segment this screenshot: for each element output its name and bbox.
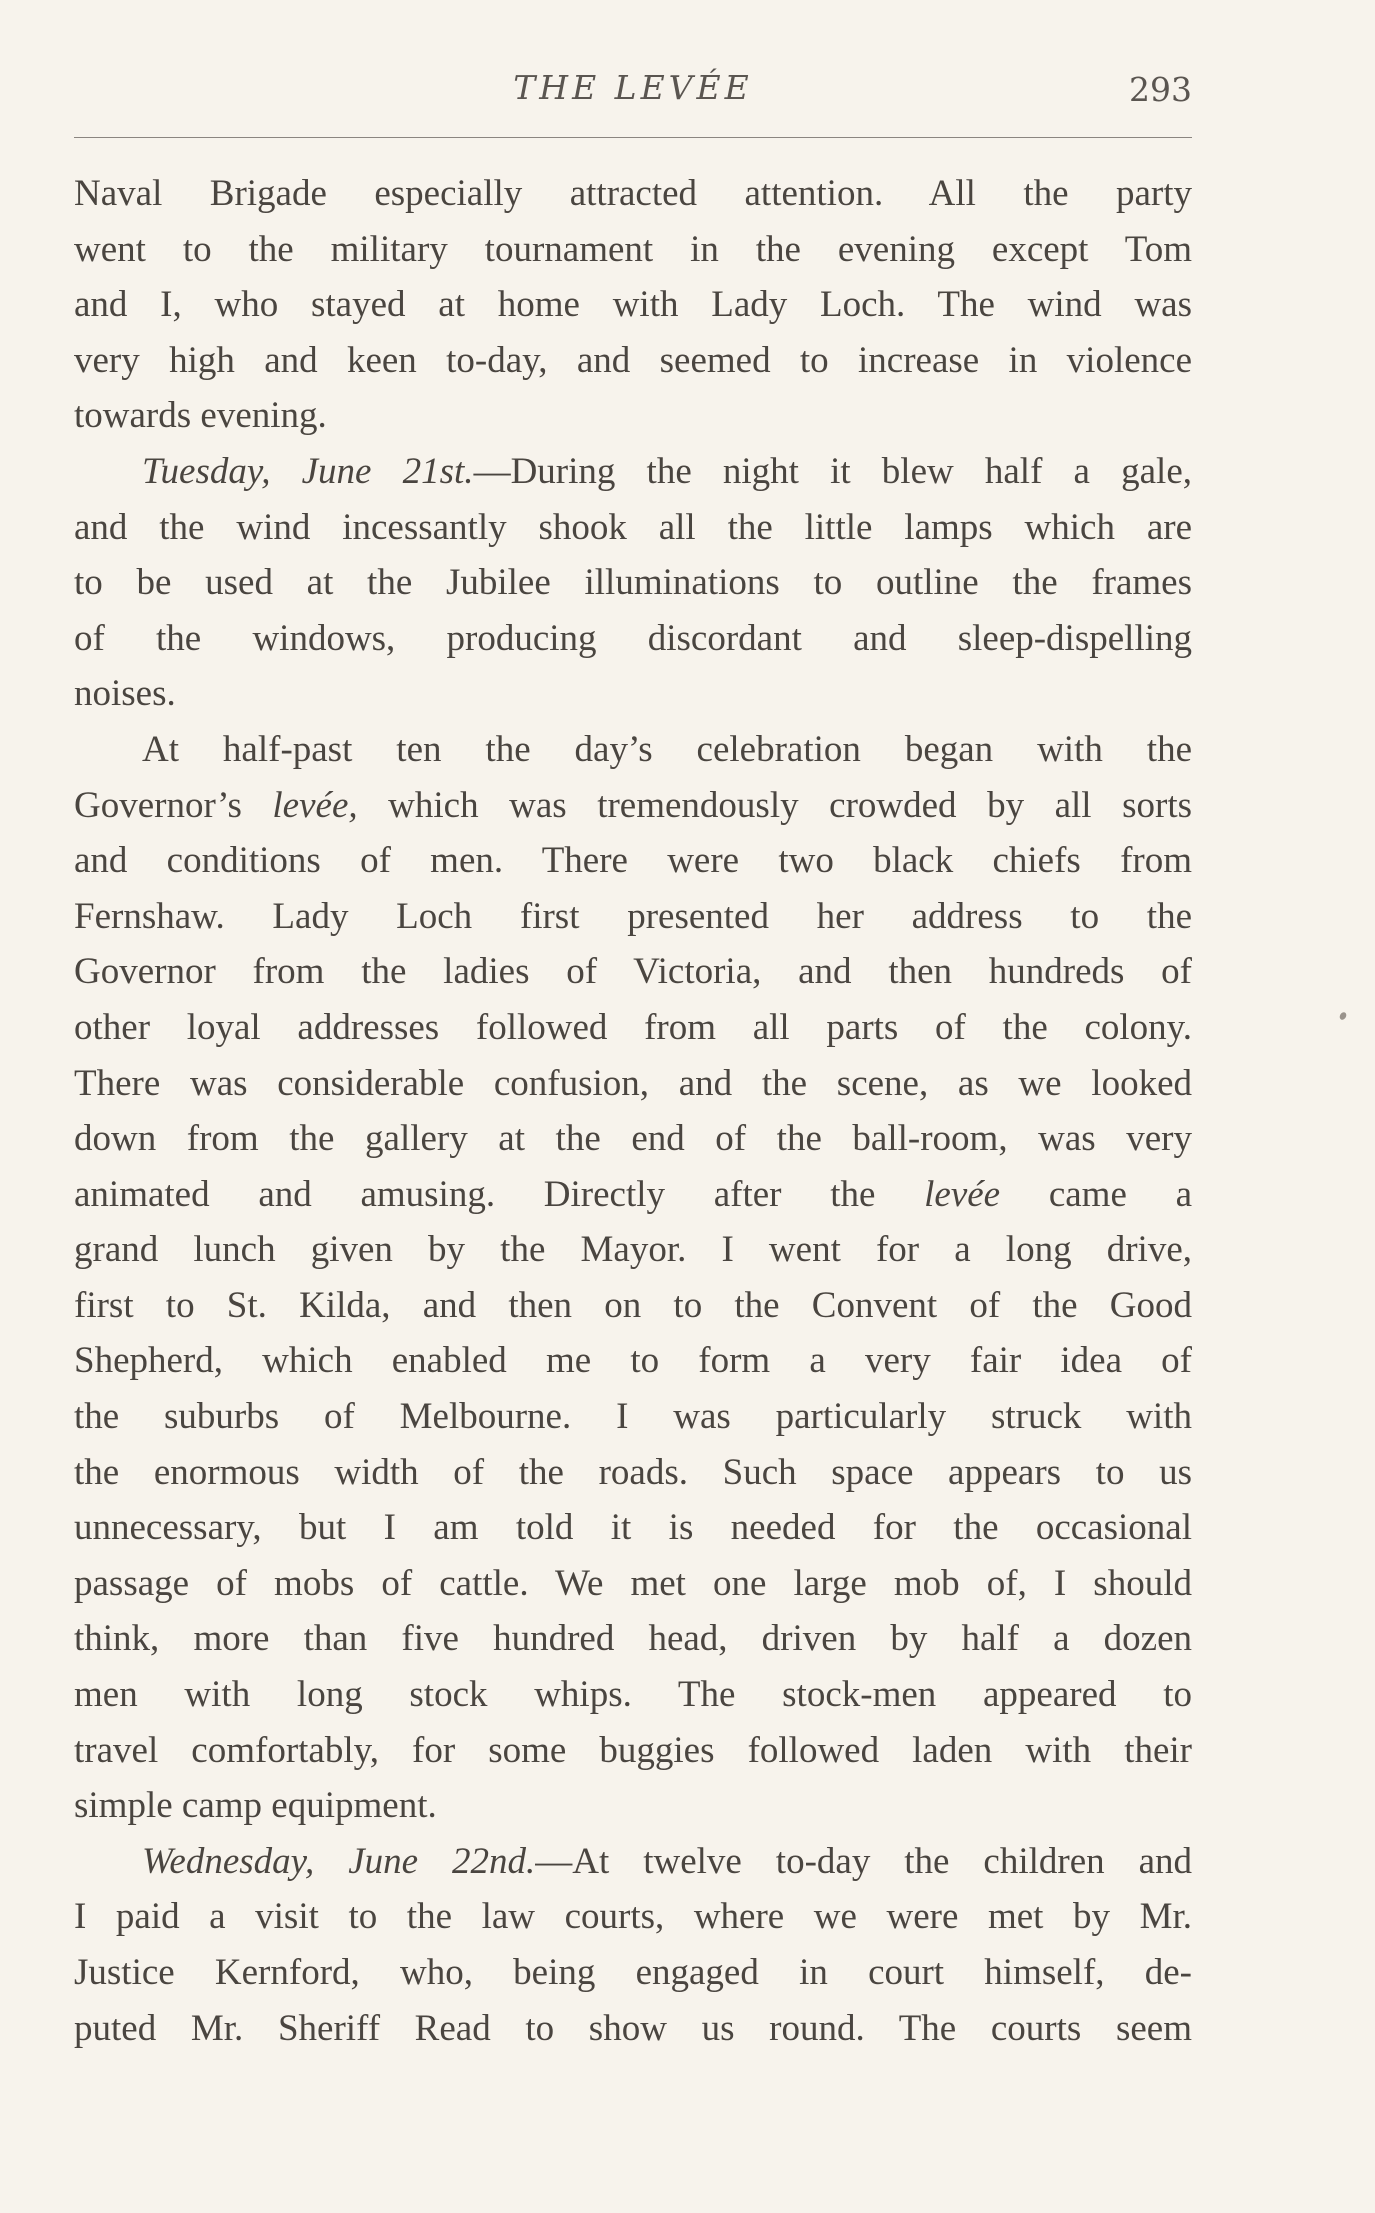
text-line: puted Mr. Sheriff Read to show us round. The courts seem xyxy=(74,2007,1192,2049)
text-line: towards evening. xyxy=(74,395,327,437)
line-text: —During the night it blew half a gale, xyxy=(473,450,1192,492)
text-line: the enormous width of the roads. Such space appears to us xyxy=(74,1451,1192,1493)
page-number: 293 xyxy=(1129,70,1192,109)
text-line: passage of mobs of cattle. We met one large mob of, I should xyxy=(74,1562,1192,1604)
text-line: men with long stock whips. The stock-men appeared to xyxy=(74,1674,1192,1716)
text-line xyxy=(74,778,1192,834)
text-line: to be used at the Jubilee illuminations to outline the frames xyxy=(74,562,1192,604)
text-line xyxy=(74,1167,1192,1223)
running-head xyxy=(74,62,1192,118)
text-line xyxy=(74,1834,1192,1890)
text-line: Fernshaw. Lady Loch first presented her address to the xyxy=(74,895,1192,937)
text-line: very high and keen to-day, and seemed to increase in violence xyxy=(74,339,1192,381)
text-line: and conditions of men. There were two black chiefs from xyxy=(74,840,1192,882)
header-rule xyxy=(74,137,1192,138)
text-line: and I, who stayed at home with Lady Loch. The wind was xyxy=(74,284,1192,326)
text-line: Governor from the ladies of Victoria, and then hundreds of xyxy=(74,951,1192,993)
text-line: think, more than five hundred head, driven by half a dozen xyxy=(74,1618,1192,1660)
text-line: I paid a visit to the law courts, where we were met by Mr. xyxy=(74,1896,1192,1938)
text-line: At half-past ten the day’s celebration began with the xyxy=(142,728,1192,770)
line-text: animated and amusing. Directly after the xyxy=(74,1173,876,1215)
text-line: and the wind incessantly shook all the little lamps which are xyxy=(74,506,1192,548)
line-text: —At twelve to-day the children and xyxy=(535,1840,1192,1882)
text-line: travel comfortably, for some buggies followed laden with their xyxy=(74,1729,1192,1771)
line-text: which was tremendously crowded by all sorts xyxy=(388,784,1193,826)
line-text: came a xyxy=(1048,1173,1193,1215)
line-text: Governor’s xyxy=(74,784,242,826)
text-line xyxy=(74,444,1192,500)
text-line: the suburbs of Melbourne. I was particularly struck with xyxy=(74,1396,1192,1438)
text-line: first to St. Kilda, and then on to the Convent of the Good xyxy=(74,1284,1192,1326)
text-line: unnecessary, but I am told it is needed for the occasional xyxy=(74,1507,1192,1549)
paper-speck xyxy=(1338,1011,1347,1021)
running-title: THE LEVÉE xyxy=(513,68,753,107)
text-line: Naval Brigade especially attracted attention. All the party xyxy=(74,173,1192,214)
text-line: Shepherd, which enabled me to form a very fair idea of xyxy=(74,1340,1192,1382)
text-line: other loyal addresses followed from all parts of the colony. xyxy=(74,1006,1192,1048)
italic-levee: levée xyxy=(924,1173,1001,1215)
italic-levee: levée, xyxy=(272,784,358,826)
text-line: grand lunch given by the Mayor. I went for a long drive, xyxy=(74,1229,1192,1271)
body-text xyxy=(74,166,1192,2056)
date-label-june-22: Wednesday, June 22nd. xyxy=(142,1840,536,1882)
text-line: Justice Kernford, who, being engaged in court himself, de- xyxy=(74,1952,1192,1993)
text-line: simple camp equipment. xyxy=(74,1785,437,1827)
text-line: down from the gallery at the end of the ball-room, was very xyxy=(74,1118,1192,1160)
text-line: noises. xyxy=(74,673,176,715)
text-line: went to the military tournament in the evening except Tom xyxy=(74,228,1192,270)
text-line: of the windows, producing discordant and sleep-dispelling xyxy=(74,617,1192,659)
date-label-june-21: Tuesday, June 21st. xyxy=(142,450,474,492)
text-line: There was considerable confusion, and the scene, as we looked xyxy=(74,1062,1192,1104)
